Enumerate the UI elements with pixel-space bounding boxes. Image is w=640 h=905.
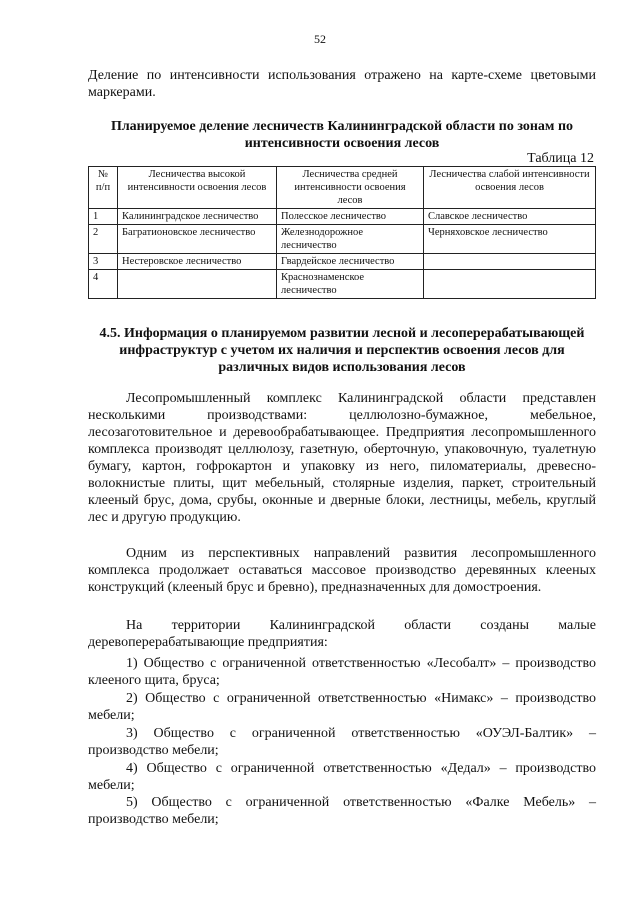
paragraph-prospects: Одним из перспективных направлений развития лесопромышленного комплекса продолжает оставаться массовое производство деревянных клееных конструкций (клееный брус и бревно), предназначенных для домостроения.: [88, 546, 596, 595]
header-high: Лесничества высокой интенсивности освоения лесов: [118, 167, 277, 209]
list-item: 3) Общество с ограниченной ответственностью «ОУЭЛ-Балтик» – производство мебели;: [88, 726, 596, 758]
forestry-zones-table: [88, 166, 596, 299]
header-medium: Лесничества средней интенсивности освоения лесов: [277, 167, 424, 209]
table-cell: Полесское лесничество: [277, 209, 424, 225]
table-row: [89, 225, 596, 254]
table-cell: [424, 254, 596, 270]
table-header-row: [89, 167, 596, 209]
table-cell: Железнодорожное лесничество: [277, 225, 424, 254]
table-row: [89, 254, 596, 270]
list-item: 5) Общество с ограниченной ответственностью «Фалке Мебель» – производство мебели;: [88, 795, 596, 827]
table-caption: Таблица 12: [527, 151, 594, 166]
table-cell: Багратионовское лесничество: [118, 225, 277, 254]
header-number: № п/п: [89, 167, 118, 209]
table-cell: [424, 270, 596, 299]
page-number: 52: [314, 32, 326, 46]
header-low: Лесничества слабой интенсивности освоения лесов: [424, 167, 596, 209]
table-cell: Краснознаменское лесничество: [277, 270, 424, 299]
table-cell: 2: [89, 225, 118, 254]
table-cell: Славское лесничество: [424, 209, 596, 225]
table-heading: Планируемое деление лесничеств Калининградской области по зонам по интенсивности освоения лесов: [110, 119, 574, 151]
paragraph-enterprises: На территории Калининградской области созданы малые деревоперерабатывающие предприятия:: [88, 618, 596, 650]
section-title: 4.5. Информация о планируемом развитии лесной и лесоперерабатывающей инфраструктур с учетом их наличия и перспектив освоения лесов для различных видов использования лесов: [99, 326, 585, 375]
table-cell: Калининградское лесничество: [118, 209, 277, 225]
list-item: 4) Общество с ограниченной ответственностью «Дедал» – производство мебели;: [88, 761, 596, 793]
table-cell: [118, 270, 277, 299]
table-row: [89, 209, 596, 225]
table-cell: 3: [89, 254, 118, 270]
table-cell: Черняховское лесничество: [424, 225, 596, 254]
intro-paragraph: Деление по интенсивности использования отражено на карте-схеме цветовыми маркерами.: [88, 68, 596, 100]
list-item: 1) Общество с ограниченной ответственностью «Лесобалт» – производство клееного щита, бруса;: [88, 656, 596, 688]
table-cell: Гвардейское лесничество: [277, 254, 424, 270]
table-row: [89, 270, 596, 299]
table-cell: Нестеровское лесничество: [118, 254, 277, 270]
paragraph-complex: Лесопромышленный комплекс Калининградской области представлен несколькими производствами: целлюлозно-бумажное, мебельное, лесозаготовительное и деревообрабатывающее. Предприятия лесопромышленного комплекса производят целлюлозу, газетную, оберточную, упаковочную, туалетную бумагу, картон, гофрокартон и упаковку из него, пиломатериалы, древесно-волокнистые плиты, щит мебельный, столярные изделия, паркет, строительный клееный брус, дома, срубы, оконные и дверные блоки, лестницы, мебель, круглый лес и другую продукцию.: [88, 391, 596, 525]
list-item: 2) Общество с ограниченной ответственностью «Нимакс» – производство мебели;: [88, 691, 596, 723]
table-cell: 1: [89, 209, 118, 225]
table-cell: 4: [89, 270, 118, 299]
